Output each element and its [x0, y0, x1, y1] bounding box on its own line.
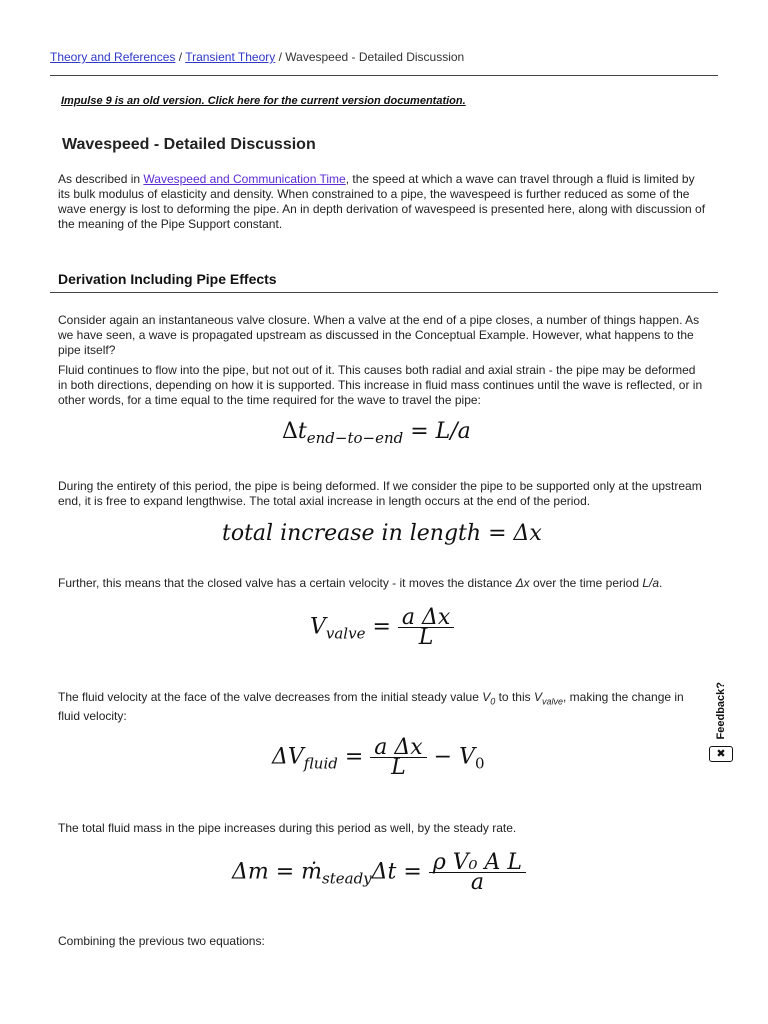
eq-lhs: Δm = ṁ	[232, 859, 323, 885]
intro-text: As described in	[58, 172, 144, 186]
p5-text-middle: to this	[495, 690, 534, 704]
eq-subscript: fluid	[303, 754, 338, 773]
breadcrumb-link-theory-and-references[interactable]: Theory and References	[50, 50, 176, 64]
eq-rhs: = L/a	[403, 419, 471, 444]
paragraph-combining: Combining the previous two equations:	[58, 934, 265, 948]
equation-valve-velocity	[310, 605, 454, 650]
eq-rhs: = Δx	[481, 521, 542, 546]
paragraph-fluid-velocity	[58, 690, 708, 724]
eq-fraction	[398, 605, 454, 650]
feedback-label[interactable]: Feedback?	[715, 682, 727, 740]
eq-var: t	[297, 419, 307, 444]
wavespeed-communication-time-link[interactable]: Wavespeed and Communication Time	[143, 172, 346, 186]
eq-subscript: valve	[325, 624, 366, 643]
close-icon[interactable]: ✖	[709, 746, 733, 762]
eq-subscript: steady	[322, 869, 372, 888]
breadcrumb-current: Wavespeed - Detailed Discussion	[285, 50, 465, 64]
paragraph-valve-velocity	[58, 576, 708, 591]
feedback-tab[interactable]	[706, 678, 734, 764]
equation-end-to-end-time	[282, 419, 471, 447]
eq-numerator: a Δx	[398, 610, 454, 628]
eq-lhs: ΔV	[272, 744, 304, 770]
eq-text: total increase in length	[222, 521, 482, 546]
eq-middle: Δt =	[371, 859, 429, 885]
p4-text-end: .	[659, 576, 663, 590]
section-divider	[50, 292, 718, 293]
eq-denominator: L	[391, 755, 406, 780]
paragraph-valve-closure: Consider again an instantaneous valve closure. When a valve at the end of a pipe closes, a number of things happen. As we have seen, a wave is propagated upstream as discussed in the Conceptual Example. However, what happens to the pipe itself?	[58, 313, 700, 357]
eq-lhs: V	[310, 614, 326, 640]
intro-text-continued: , the speed at which a wave can travel through a fluid is limited by its bulk modulus of elasticity and density. When constrained to a pipe, the wavespeed is further reduced as some of the wave energy is lost to deforming the pipe. An in depth derivation of wavespeed is presented here, along with discussion of the meaning of the Pipe Support constant.	[58, 172, 706, 231]
p4-var-la: L/a	[642, 576, 660, 590]
intro-paragraph	[58, 172, 708, 232]
breadcrumb-link-transient-theory[interactable]: Transient Theory	[185, 50, 276, 64]
equation-total-increase-length	[222, 521, 542, 546]
eq-subscript: end−to−end	[306, 429, 404, 447]
p5-var-vvalve: V	[533, 690, 542, 704]
breadcrumb-separator: /	[175, 50, 186, 64]
header-divider	[50, 75, 718, 76]
p4-var-dx: Δx	[515, 576, 530, 590]
eq-denominator: a	[470, 870, 484, 895]
eq-fraction	[429, 850, 526, 895]
eq-numerator: ρ V₀ A L	[429, 855, 526, 873]
equation-mass-increase	[232, 850, 526, 895]
p4-text: Further, this means that the closed valve has a certain velocity - it moves the distance	[58, 576, 516, 590]
paragraph-pipe-deformed: During the entirety of this period, the pipe is being deformed. If we consider the pipe to be supported only at the upstream end, it is free to expand lengthwise. The total axial increase in length occurs at the end of the period.	[58, 479, 702, 508]
p5-text-end: , making the change in fluid velocity:	[58, 690, 684, 724]
eq-equals: =	[365, 614, 398, 640]
p5-var-v: V	[482, 690, 491, 704]
eq-fraction	[370, 735, 426, 780]
section-title: Derivation Including Pipe Effects	[58, 271, 277, 287]
eq-denominator: L	[418, 625, 434, 650]
page-title: Wavespeed - Detailed Discussion	[62, 136, 316, 153]
equation-fluid-velocity-change	[272, 735, 485, 780]
paragraph-fluid-mass: The total fluid mass in the pipe increases during this period as well, by the steady rate.	[58, 821, 517, 835]
eq-numerator: a Δx	[370, 740, 426, 758]
eq-equals: =	[337, 744, 371, 770]
p5-text: The fluid velocity at the face of the valve decreases from the initial steady value	[58, 690, 483, 704]
eq-tail-subscript: 0	[475, 754, 485, 773]
eq-tail: − V	[426, 744, 475, 770]
p5-var-vvalve-sub: valve	[541, 696, 563, 707]
p5-var-v-sub: 0	[490, 696, 496, 707]
p4-text-middle: over the time period	[529, 576, 643, 590]
old-version-notice-link[interactable]: Impulse 9 is an old version. Click here for the current version documentation.	[61, 95, 466, 107]
breadcrumb-separator: /	[275, 50, 286, 64]
eq-delta: Δ	[282, 419, 298, 444]
breadcrumb	[50, 50, 464, 65]
paragraph-fluid-flow: Fluid continues to flow into the pipe, but not out of it. This causes both radial and axial strain - the pipe may be deformed in both directions, depending on how it is supported. This increase in fluid mass continues until the wave is reflected, or in other words, for a time equal to the time required for the wave to travel the pipe:	[58, 363, 703, 407]
